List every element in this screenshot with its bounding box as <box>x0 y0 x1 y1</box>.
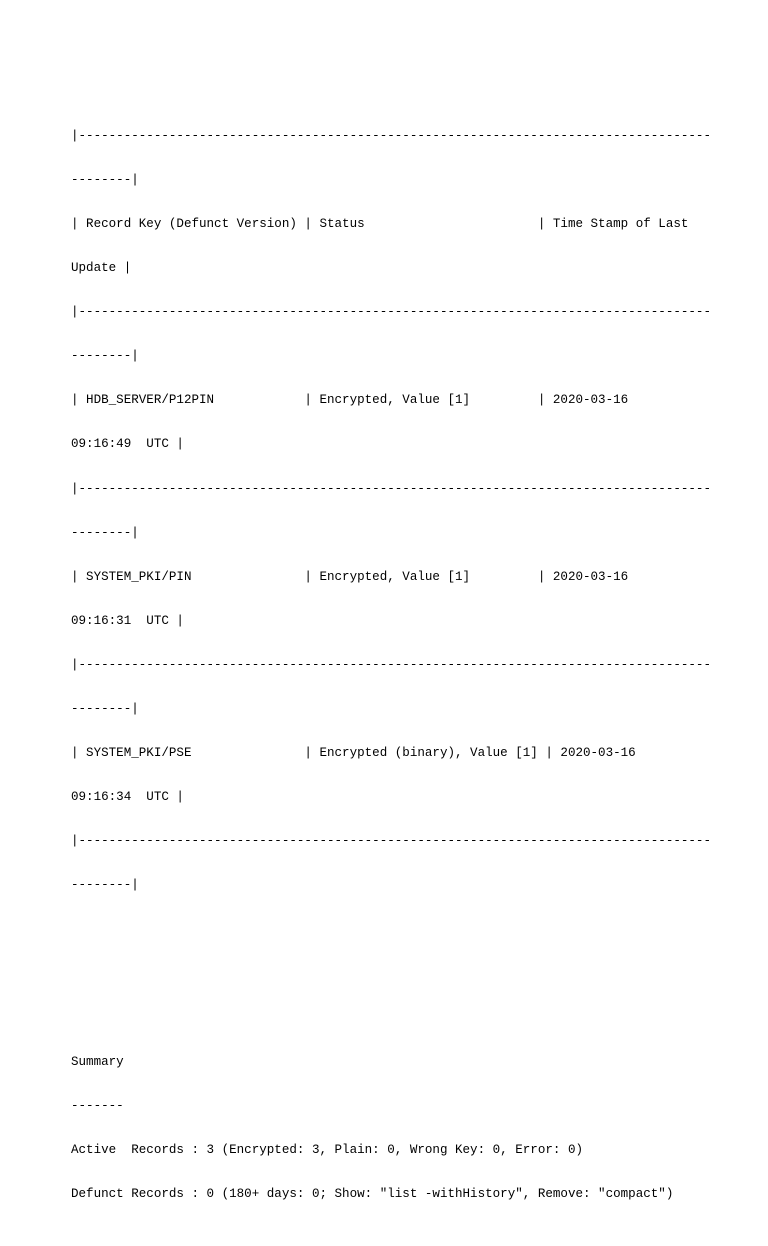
table-row: | HDB_SERVER/P12PIN | Encrypted, Value [1] | 2020-03-16 <box>71 393 629 408</box>
summary-underline: ------- <box>71 1098 124 1113</box>
table-header-row-wrap: Update | <box>71 261 132 276</box>
table-border-bottom: |------------------------------------------------------------------------------------ <box>71 834 711 849</box>
records-table <box>71 99 711 922</box>
table-header-row: | Record Key (Defunct Version) | Status | Time Stamp of Last <box>71 217 689 231</box>
table-row: | SYSTEM_PKI/PSE | Encrypted (binary), Value [1] | 2020-03-16 <box>71 746 636 761</box>
table-row-wrap: 09:16:31 UTC | <box>71 613 184 628</box>
terminal-output <box>71 70 711 1246</box>
summary-title: Summary <box>71 1054 124 1069</box>
table-row-separator: |------------------------------------------------------------------------------------ <box>71 657 711 672</box>
summary-active-records: Active Records : 3 (Encrypted: 3, Plain: 0, Wrong Key: 0, Error: 0) <box>71 1143 583 1157</box>
table-header-separator-wrap: --------| <box>71 349 139 364</box>
table-row: | SYSTEM_PKI/PIN | Encrypted, Value [1] | 2020-03-16 <box>71 569 629 584</box>
table-border-top: |------------------------------------------------------------------------------------ <box>71 128 711 143</box>
table-border-bottom-wrap: --------| <box>71 878 139 893</box>
table-header-separator: |------------------------------------------------------------------------------------ <box>71 305 711 320</box>
summary-section <box>71 1025 701 1231</box>
table-row-wrap: 09:16:34 UTC | <box>71 790 184 805</box>
table-row-separator: |------------------------------------------------------------------------------------ <box>71 481 711 496</box>
table-row-separator-wrap: --------| <box>71 702 139 717</box>
table-border-top-wrap: --------| <box>71 172 139 187</box>
table-row-separator-wrap: --------| <box>71 525 139 540</box>
summary-defunct-records: Defunct Records : 0 (180+ days: 0; Show: "list -withHistory", Remove: "compact") <box>71 1187 674 1202</box>
spacer <box>71 967 701 982</box>
table-row-wrap: 09:16:49 UTC | <box>71 437 184 452</box>
